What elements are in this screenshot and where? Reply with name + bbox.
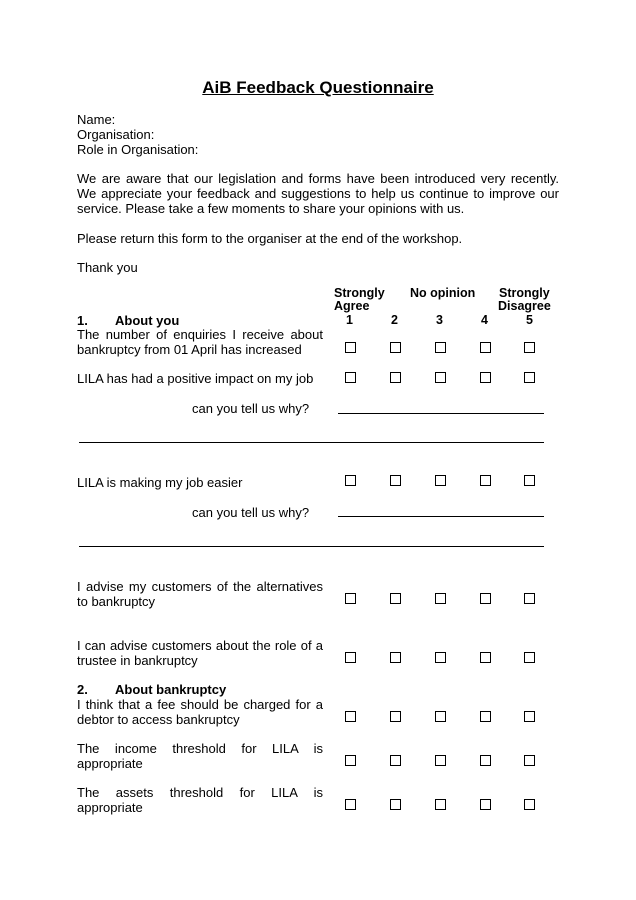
rating-checkbox-q6-1[interactable] [345, 711, 356, 722]
question-fee-charged: I think that a fee should be charged for a debtor to access bankruptcy [77, 697, 323, 727]
rating-checkbox-q6-4[interactable] [480, 711, 491, 722]
scale-number-2: 2 [391, 313, 398, 327]
section-heading-about-bankruptcy: 2. About bankruptcy [77, 682, 227, 697]
why-answer-line-q2-full[interactable] [79, 442, 544, 443]
rating-checkbox-q1-2[interactable] [390, 342, 401, 353]
rating-checkbox-q7-4[interactable] [480, 755, 491, 766]
rating-checkbox-q3-5[interactable] [524, 475, 535, 486]
question-lila-positive-impact: LILA has had a positive impact on my job [77, 371, 314, 386]
question-assets-threshold: The assets threshold for LILA is appropriate [77, 785, 323, 815]
rating-checkbox-q8-4[interactable] [480, 799, 491, 810]
scale-number-1: 1 [346, 313, 353, 327]
rating-checkbox-q8-3[interactable] [435, 799, 446, 810]
rating-checkbox-q4-1[interactable] [345, 593, 356, 604]
organisation-field-label: Organisation: [77, 127, 155, 142]
rating-checkbox-q7-1[interactable] [345, 755, 356, 766]
rating-checkbox-q2-1[interactable] [345, 372, 356, 383]
rating-checkbox-q3-2[interactable] [390, 475, 401, 486]
rating-checkbox-q6-3[interactable] [435, 711, 446, 722]
rating-checkbox-q2-5[interactable] [524, 372, 535, 383]
why-prompt-q3: can you tell us why? [192, 505, 310, 520]
rating-checkbox-q8-5[interactable] [524, 799, 535, 810]
rating-checkbox-q5-4[interactable] [480, 652, 491, 663]
rating-checkbox-q5-5[interactable] [524, 652, 535, 663]
return-note: Please return this form to the organiser at the end of the workshop. [77, 231, 463, 246]
rating-checkbox-q6-5[interactable] [524, 711, 535, 722]
rating-checkbox-q1-4[interactable] [480, 342, 491, 353]
rating-checkbox-q1-3[interactable] [435, 342, 446, 353]
name-field-label: Name: [77, 112, 116, 127]
rating-checkbox-q1-5[interactable] [524, 342, 535, 353]
rating-checkbox-q5-1[interactable] [345, 652, 356, 663]
rating-checkbox-q3-3[interactable] [435, 475, 446, 486]
page-title: AiB Feedback Questionnaire [202, 78, 434, 97]
why-answer-line-q3[interactable] [338, 516, 544, 517]
rating-checkbox-q3-4[interactable] [480, 475, 491, 486]
why-answer-line-q2[interactable] [338, 413, 544, 414]
rating-checkbox-q7-3[interactable] [435, 755, 446, 766]
rating-checkbox-q5-3[interactable] [435, 652, 446, 663]
rating-checkbox-q6-2[interactable] [390, 711, 401, 722]
rating-checkbox-q3-1[interactable] [345, 475, 356, 486]
rating-checkbox-q4-4[interactable] [480, 593, 491, 604]
scale-strongly-disagree: Strongly Disagree [498, 286, 551, 313]
rating-checkbox-q7-5[interactable] [524, 755, 535, 766]
question-enquiries-increased: The number of enquiries I receive about bankruptcy from 01 April has increased [77, 327, 323, 357]
scale-strongly-agree: Strongly Agree [334, 286, 385, 313]
rating-checkbox-q2-3[interactable] [435, 372, 446, 383]
rating-checkbox-q2-4[interactable] [480, 372, 491, 383]
rating-checkbox-q5-2[interactable] [390, 652, 401, 663]
why-prompt-q2: can you tell us why? [192, 401, 310, 416]
rating-checkbox-q4-5[interactable] [524, 593, 535, 604]
rating-checkbox-q8-1[interactable] [345, 799, 356, 810]
rating-checkbox-q1-1[interactable] [345, 342, 356, 353]
scale-number-3: 3 [436, 313, 443, 327]
question-advise-alternatives: I advise my customers of the alternatives to bankruptcy [77, 579, 323, 609]
section-heading-about-you: 1. About you [77, 313, 180, 328]
scale-number-5: 5 [526, 313, 533, 327]
scale-no-opinion: No opinion [410, 286, 476, 300]
question-lila-easier: LILA is making my job easier [77, 475, 243, 490]
rating-checkbox-q4-2[interactable] [390, 593, 401, 604]
question-trustee-role: I can advise customers about the role of a trustee in bankruptcy [77, 638, 323, 668]
scale-number-4: 4 [481, 313, 488, 327]
rating-checkbox-q8-2[interactable] [390, 799, 401, 810]
thank-you-text: Thank you [77, 260, 138, 275]
role-field-label: Role in Organisation: [77, 142, 199, 157]
rating-checkbox-q7-2[interactable] [390, 755, 401, 766]
intro-paragraph: We are aware that our legislation and forms have been introduced very recently. We appreciate your feedback and suggestions to help us continue to improve our service. Please take a few moments to share your opinions with us. [77, 171, 559, 216]
why-answer-line-q3-full[interactable] [79, 546, 544, 547]
rating-checkbox-q4-3[interactable] [435, 593, 446, 604]
question-income-threshold: The income threshold for LILA is appropriate [77, 741, 323, 771]
rating-checkbox-q2-2[interactable] [390, 372, 401, 383]
